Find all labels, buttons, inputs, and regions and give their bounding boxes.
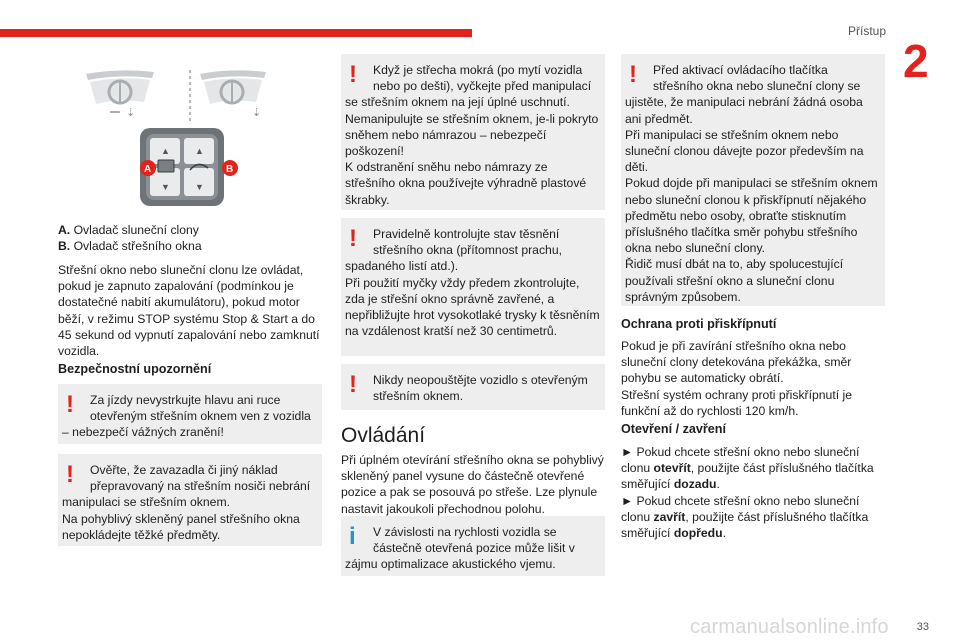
figure-captions bbox=[58, 222, 322, 254]
caption-b-text: Ovladač střešního okna bbox=[73, 239, 202, 254]
warning-icon: ! bbox=[349, 61, 357, 88]
warning-3-text: Když je střecha mokrá (po mytí vozidla nebo po dešti), vyčkejte před manipulací bbox=[373, 63, 592, 94]
warning-icon: ! bbox=[66, 391, 74, 418]
label-b: B bbox=[226, 164, 234, 175]
intro-paragraph: Střešní okno nebo sluneční clonu lze ovládat, pokud je zapnuto zapalování (podmínkou je dostatečné nabití akumulátoru), pokud motor běží, v režimu STOP systému Stop & Start a do 45 sekund od vypnutí zapalování nebo zamknutí vozidla. bbox=[58, 263, 320, 359]
section-title: Přístup bbox=[848, 24, 887, 38]
open-instruction-end: . bbox=[716, 477, 720, 492]
warning-icon: ! bbox=[349, 225, 357, 252]
label-a: A bbox=[144, 164, 152, 175]
controls-heading: Ovládání bbox=[341, 424, 426, 447]
close-instruction bbox=[621, 493, 885, 542]
open-direction: dozadu bbox=[673, 477, 717, 492]
close-instruction-text-2: , použijte část příslušného tlačítka směřující bbox=[621, 509, 869, 541]
close-direction: dopředu bbox=[673, 526, 723, 541]
warning-4-text: Pravidelně kontrolujte stav těsnění střešního okna (přítomnost prachu, bbox=[373, 227, 563, 258]
openclose-section bbox=[621, 444, 885, 541]
warning-6-text-cont4: Řidič musí dbát na to, aby spolucestující používali střešní okno a sluneční clonu správným způsobem. bbox=[625, 257, 844, 304]
caption-a-letter: A. bbox=[58, 223, 71, 237]
info-icon: i bbox=[349, 523, 356, 550]
info-box-1 bbox=[341, 516, 605, 576]
chapter-number: 2 bbox=[903, 35, 929, 87]
close-instruction-text: ► Pokud chcete střešní okno nebo sluneční clonu bbox=[621, 493, 860, 524]
caption-b bbox=[58, 238, 322, 254]
warning-icon: ! bbox=[629, 61, 637, 88]
watermark: carmanualsonline.info bbox=[690, 616, 889, 638]
warning-3-text-cont2: K odstranění sněhu nebo námrazy ze střešního okna používejte výhradně plastové škrabky. bbox=[345, 160, 587, 207]
open-instruction-text: ► Pokud chcete střešní okno nebo sluneční clonu bbox=[621, 445, 860, 476]
warning-icon: ! bbox=[349, 371, 357, 398]
svg-text:▼: ▼ bbox=[161, 182, 170, 192]
antipinch-section bbox=[621, 338, 885, 419]
warning-2-text-cont: manipulaci se střešním oknem. bbox=[62, 495, 230, 510]
warning-6-text-cont3: Pokud dojde při manipulaci se střešním oknem nebo sluneční clonou k přiskřípnutí nějakého předmětu nebo osoby, obraťte stisknutím příslušného tlačítka směr pohybu střešního okna nebo sluneční clony. bbox=[625, 176, 878, 256]
warning-6-text: Před aktivací ovládacího tlačítka střešního okna nebo sluneční clony se bbox=[653, 63, 861, 94]
warning-1-text-cont: – nebezpečí vážných zranění! bbox=[62, 425, 224, 440]
open-instruction bbox=[621, 444, 885, 493]
caption-a-text: Ovladač sluneční clony bbox=[73, 223, 199, 237]
info-1-text-cont: zájmu optimalizace akustického vjemu. bbox=[345, 557, 556, 572]
sunblind-diagram bbox=[86, 70, 154, 119]
warning-box-4 bbox=[341, 218, 605, 356]
page-number: 33 bbox=[916, 621, 929, 633]
antipinch-paragraph-2: Střešní systém ochrany proti přiskřípnutí je funkční až do rychlosti 120 km/h. bbox=[621, 387, 852, 418]
svg-text:⇣: ⇣ bbox=[252, 107, 262, 119]
warning-3-text-cont: se střešním oknem na její úplné uschnutí. Nemanipulujte se střešním oknem, je-li pokryto sněhem nebo námrazou – nebezpečí poškození! bbox=[345, 95, 599, 159]
info-1-text: V závislosti na rychlosti vozidla se částečně otevřená pozice může lišit v bbox=[373, 525, 575, 556]
svg-text:▼: ▼ bbox=[195, 182, 204, 192]
caption-b-letter: B. bbox=[58, 239, 71, 254]
warning-icon: ! bbox=[66, 461, 74, 488]
open-keyword: otevřít bbox=[653, 461, 691, 476]
svg-text:▲: ▲ bbox=[195, 146, 204, 156]
warning-4-text-cont2: Při použití myčky vždy předem zkontrolujte, zda je střešní okno správně zavřené, a nepřibližujte hrot vysokotlaké trysky k těsněním na vzdálenost kratší než 30 centimetrů. bbox=[345, 275, 600, 339]
warning-box-1 bbox=[58, 384, 322, 444]
safety-heading: Bezpečnostní upozornění bbox=[58, 362, 212, 376]
svg-text:▲: ▲ bbox=[161, 146, 170, 156]
open-instruction-text-2: , použijte část příslušného tlačítka směřující bbox=[621, 461, 874, 492]
warning-box-3 bbox=[341, 54, 605, 210]
warning-box-6 bbox=[621, 54, 885, 306]
controls-paragraph: Při úplném otevírání střešního okna se pohyblivý skleněný panel vysune do částečně otevřené pozice a pak se posouvá po střeše. Lze plynule nastavit jakoukoli přechodnou polohu. bbox=[341, 453, 604, 516]
openclose-heading: Otevření / zavření bbox=[621, 422, 726, 436]
warning-2-text: Ověřte, že zavazadla či jiný náklad přepravovaný na střešním nosiči nebrání bbox=[90, 463, 311, 494]
warning-4-text-cont: spadaného listí atd.). bbox=[345, 259, 459, 274]
warning-1-text: Za jízdy nevystrkujte hlavu ani ruce otevřeným střešním oknem ven z vozidla bbox=[90, 393, 311, 424]
warning-box-5 bbox=[341, 364, 605, 410]
warning-6-text-cont2: Při manipulaci se střešním oknem nebo sluneční clonou dávejte pozor především na děti. bbox=[625, 127, 864, 175]
antipinch-paragraph-1: Pokud je při zavírání střešního okna nebo sluneční clony detekována překážka, směr pohybu se automaticky obrátí. bbox=[621, 339, 852, 386]
sunroof-diagram bbox=[200, 70, 266, 119]
caption-a bbox=[58, 222, 322, 238]
warning-5-text: Nikdy neopouštějte vozidlo s otevřeným střešním oknem. bbox=[373, 373, 588, 404]
antipinch-heading: Ochrana proti přiskřípnutí bbox=[621, 317, 777, 331]
close-keyword: zavřít bbox=[653, 509, 686, 524]
close-instruction-end: . bbox=[722, 526, 726, 541]
header-accent-bar bbox=[0, 29, 472, 37]
warning-box-2 bbox=[58, 454, 322, 546]
warning-2-text-cont2: Na pohyblivý skleněný panel střešního okna nepokládejte těžké předměty. bbox=[62, 511, 300, 542]
roof-control-illustration bbox=[80, 62, 280, 212]
svg-text:⇣: ⇣ bbox=[126, 107, 136, 119]
warning-6-text-cont: ujistěte, že manipulaci nebrání žádná osoba ani předmět. bbox=[625, 95, 863, 126]
